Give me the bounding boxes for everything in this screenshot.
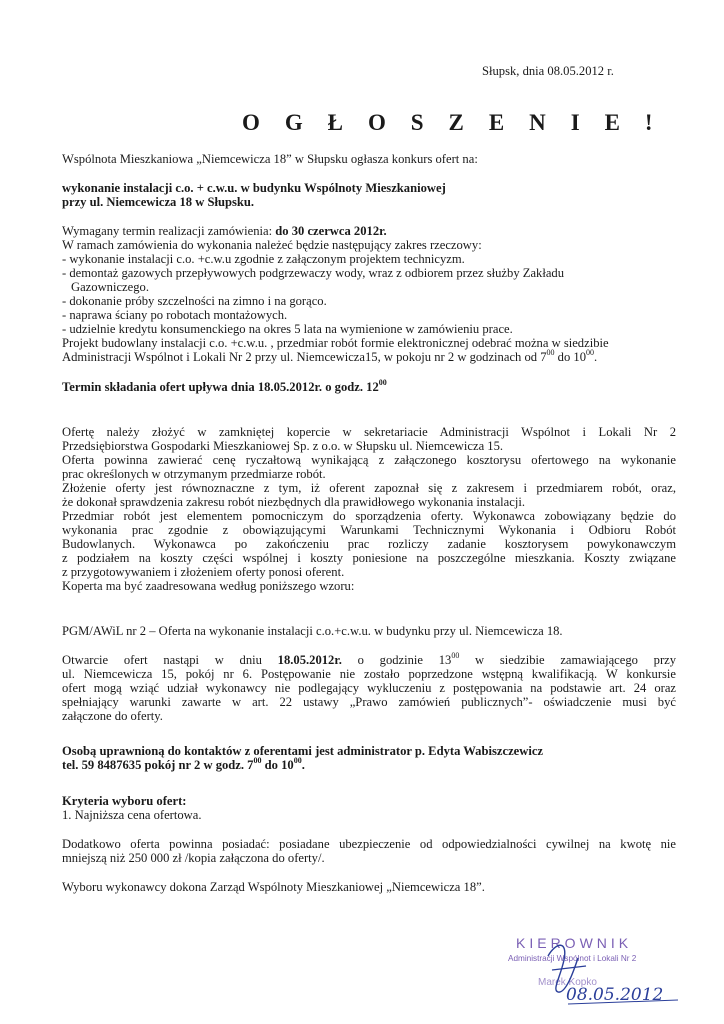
scope-item: - dokonanie próby szczelności na zimno i na gorąco. bbox=[62, 294, 327, 308]
hours-superscript: 00 bbox=[378, 377, 387, 387]
contact-text: . bbox=[301, 758, 305, 772]
offer-line: Przedsiębiorstwa Gospodarki Mieszkaniowej Sp. z o.o. w Słupsku ul. Niemcewicza 15. bbox=[62, 439, 504, 453]
opening-text: w siedzibie zamawiającego przy bbox=[459, 653, 677, 667]
project-line-1: Projekt budowlany instalacji c.o. +c.w.u. , przedmiar robót formie elektronicznej odebrać można w siedzibie bbox=[62, 336, 609, 350]
criteria-heading: Kryteria wyboru ofert: bbox=[62, 794, 187, 808]
contact-line-2 bbox=[62, 755, 305, 773]
envelope-template: PGM/AWiL nr 2 – Oferta na wykonanie instalacji c.o.+c.w.u. w budynku przy ul. Niemcewicza 18. bbox=[62, 624, 563, 638]
criteria-item: 1. Najniższa cena ofertowa. bbox=[62, 808, 202, 822]
scope-intro: W ramach zamówienia do wykonania należeć będzie następujący zakres rzeczowy: bbox=[62, 238, 482, 252]
scope-item: - naprawa ściany po robotach montażowych. bbox=[62, 308, 288, 322]
subject-line-1: wykonanie instalacji c.o. + c.w.u. w budynku Wspólnoty Mieszkaniowej bbox=[62, 181, 446, 195]
offer-line: prac określonych w otrzymanym przedmiarze robót. bbox=[62, 467, 326, 481]
deadline-value: do 30 czerwca 2012r. bbox=[275, 224, 387, 238]
contact-line-1: Osobą uprawnioną do kontaktów z oferentami jest administrator p. Edyta Wabiszczewicz bbox=[62, 744, 544, 758]
opening-text: Otwarcie ofert nastąpi w dniu bbox=[62, 653, 278, 667]
opening-line-1 bbox=[62, 650, 677, 668]
offer-line: Ofertę należy złożyć w zamkniętej kopercie w sekretariacie Administracji Wspólnot i Lokali Nr 2 bbox=[62, 425, 676, 439]
scope-item: - wykonanie instalacji c.o. +c.w.u zgodnie z załączonym projektem technicyzm. bbox=[62, 252, 465, 266]
submission-deadline-text: Termin składania ofert upływa dnia 18.05.2012r. o godz. 12 bbox=[62, 380, 379, 394]
closing-sentence: Wyboru wykonawcy dokona Zarząd Wspólnoty Mieszkaniowej „Niemcewicza 18”. bbox=[62, 880, 485, 894]
opening-text: o godzinie 13 bbox=[341, 653, 452, 667]
offer-line: Koperta ma być zaadresowana według poniższego wzoru: bbox=[62, 579, 355, 593]
offer-line: Budowlanych. Wykonawca po zakończeniu prac rozliczy zadanie kosztorysem powykonawczym bbox=[62, 537, 676, 551]
contact-text: do 10 bbox=[261, 758, 294, 772]
submission-deadline bbox=[62, 377, 387, 395]
project-line-2 bbox=[62, 347, 598, 365]
project-hours-text: . bbox=[594, 350, 598, 364]
contact-text: tel. 59 8487635 pokój nr 2 w godz. 7 bbox=[62, 758, 254, 772]
signature-stroke bbox=[552, 966, 586, 970]
offer-line: wykonania prac zgodnie z obowiązującymi Warunkami Technicznymi Wykonania i Odbioru Robót bbox=[62, 523, 676, 537]
stamp-line: Administracji Wspólnot i Lokali Nr 2 bbox=[508, 954, 637, 963]
offer-line: Złożenie oferty jest równoznaczne z tym, iż oferent zapoznał się z zakresem i przedmiarem robót, oraz, bbox=[62, 481, 676, 495]
handwritten-date: 08.05.2012 bbox=[566, 985, 664, 1005]
opening-line: załączone do oferty. bbox=[62, 709, 163, 723]
hours-superscript: 00 bbox=[546, 347, 555, 357]
offer-line: z przygotowywaniem i złożeniem oferty ponosi oferent. bbox=[62, 565, 345, 579]
scope-item: - udzielnie kredytu konsumenckiego na okres 5 lata na wymienione w zamówieniu prace. bbox=[62, 322, 513, 336]
intro-text: Wspólnota Mieszkaniowa „Niemcewicza 18” w Słupsku ogłasza konkurs ofert na: bbox=[62, 152, 478, 166]
project-hours-text: Administracji Wspólnot i Lokali Nr 2 przy ul. Niemcewicza15, w pokoju nr 2 w godzinach od 7 bbox=[62, 350, 547, 364]
subject-line-2: przy ul. Niemcewicza 18 w Słupsku. bbox=[62, 195, 255, 209]
additional-line-2: mniejszą niż 250 000 zł /kopia załączona do oferty/. bbox=[62, 851, 325, 865]
opening-line: ofert mogą wziąć udział wykonawcy nie podlegający wykluczeniu z postępowania na podstawie art. 24 oraz bbox=[62, 681, 676, 695]
stamp-graphic bbox=[508, 930, 708, 1010]
offer-line: z podziałem na koszty części wspólnej i koszty poniesione na poszczególne mieszkania. Koszty związane bbox=[62, 551, 676, 565]
stamp-title: KIEROWNIK bbox=[516, 935, 633, 951]
realization-deadline bbox=[62, 224, 387, 239]
stamp-name: Marek Kopko bbox=[538, 977, 597, 988]
place-date: Słupsk, dnia 08.05.2012 r. bbox=[482, 64, 614, 78]
offer-line: Przedmiar robót jest elementem pomocniczym do sporządzenia oferty. Wykonawca zobowiązany będzie do bbox=[62, 509, 676, 523]
additional-line-1: Dodatkowo oferta powinna posiadać: posiadane ubezpieczenie od odpowiedzialności cywilnej na kwotę nie bbox=[62, 837, 676, 851]
hours-superscript: 00 bbox=[586, 347, 595, 357]
opening-date: 18.05.2012r. bbox=[277, 653, 342, 667]
scope-item-continuation: Gazowniczego. bbox=[71, 280, 149, 294]
opening-line: spełniający warunki zawarte w art. 22 ustawy „Prawo zamówień publicznych”- oświadczenie musi być bbox=[62, 695, 676, 709]
hours-superscript: 00 bbox=[451, 650, 460, 660]
deadline-label: Wymagany termin realizacji zamówienia: bbox=[62, 224, 276, 238]
hours-superscript: 00 bbox=[253, 755, 262, 765]
offer-line: że dokonał sprawdzenia zakresu robót niezbędnych dla prawidłowego wykonania instalacji. bbox=[62, 495, 526, 509]
page-title: O G Ł O S Z E N I E ! bbox=[242, 110, 663, 135]
hours-superscript: 00 bbox=[293, 755, 302, 765]
opening-line: ul. Niemcewicza 15, pokój nr 6. Postępowanie nie zostało poprzedzone wstępną kwalifikacją. W konkursie bbox=[62, 667, 676, 681]
project-hours-text: do 10 bbox=[554, 350, 587, 364]
offer-line: Oferta powinna zawierać cenę ryczałtową wynikającą z załączonego kosztorysu ofertowego na wykonanie bbox=[62, 453, 676, 467]
scope-item: - demontaż gazowych przepływowych podgrzewaczy wody, wraz z odbiorem przez służby Zakładu bbox=[62, 266, 565, 280]
official-stamp bbox=[508, 930, 708, 1010]
